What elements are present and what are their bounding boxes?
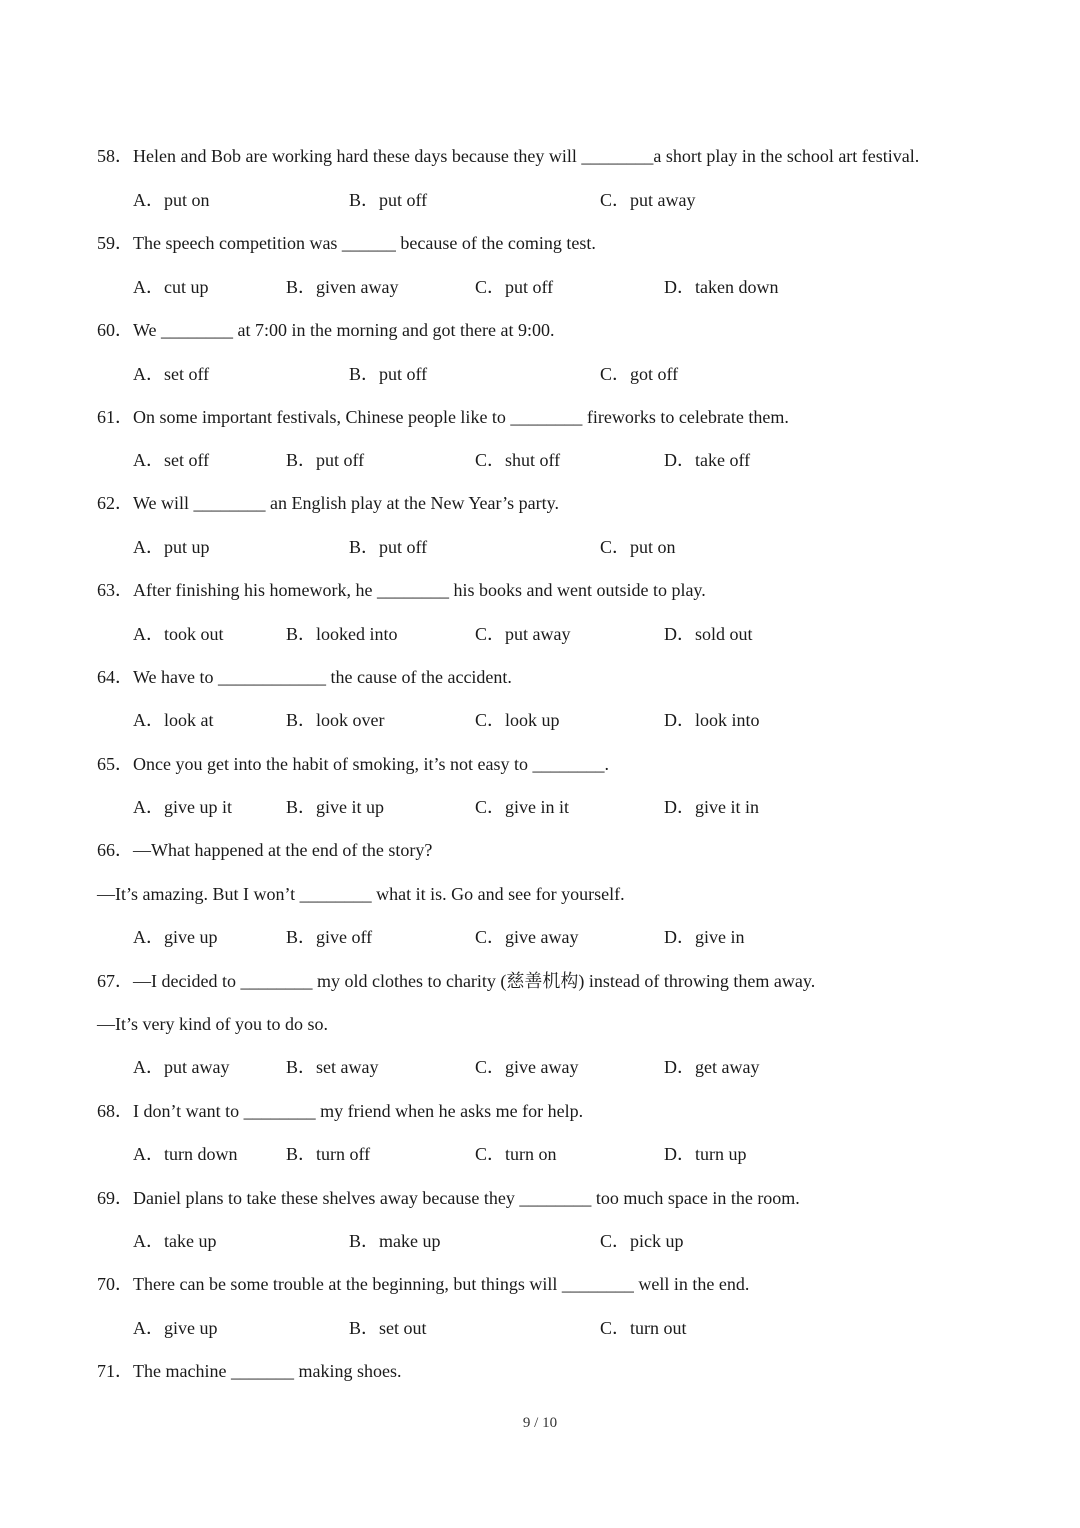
question-64-stem: 64．We have to ____________ the cause of the accident. <box>97 667 512 687</box>
q64-option-b: B．look over <box>286 710 385 730</box>
question-60-stem: 60．We ________ at 7:00 in the morning and got there at 9:00. <box>97 320 555 340</box>
q69-option-a: A．take up <box>133 1231 217 1251</box>
question-58-stem: 58．Helen and Bob are working hard these days because they will ________a short play in the school art festival. <box>97 146 920 166</box>
question-70-stem: 70．There can be some trouble at the beginning, but things will ________ well in the end. <box>97 1274 750 1294</box>
q61-option-d: D．take off <box>664 450 751 470</box>
q61-option-b: B．put off <box>286 450 365 470</box>
q59-option-d: D．taken down <box>664 277 779 297</box>
page-number: 9 / 10 <box>522 1415 558 1431</box>
question-61-stem: 61．On some important festivals, Chinese people like to ________ fireworks to celebrate them. <box>97 407 789 427</box>
q62-option-c: C．put on <box>600 537 676 557</box>
q63-option-b: B．looked into <box>286 624 398 644</box>
q67-option-d: D．get away <box>664 1057 760 1077</box>
q60-option-c: C．got off <box>600 364 679 384</box>
question-66-dialogue: —It’s amazing. But I won’t ________ what it is. Go and see for yourself. <box>97 884 625 904</box>
q69-option-b: B．make up <box>349 1231 441 1251</box>
q67-option-c: C．give away <box>475 1057 579 1077</box>
question-66-stem: 66．—What happened at the end of the story? <box>97 840 433 860</box>
q62-option-a: A．put up <box>133 537 210 557</box>
question-68-stem: 68．I don’t want to ________ my friend when he asks me for help. <box>97 1101 584 1121</box>
q64-option-a: A．look at <box>133 710 214 730</box>
question-63-stem: 63．After finishing his homework, he ________ his books and went outside to play. <box>97 580 706 600</box>
question-69-stem: 69．Daniel plans to take these shelves away because they ________ too much space in the room. <box>97 1188 800 1208</box>
q70-option-b: B．set out <box>349 1318 427 1338</box>
q58-option-a: A．put on <box>133 190 210 210</box>
q65-option-b: B．give it up <box>286 797 384 817</box>
q69-option-c: C．pick up <box>600 1231 684 1251</box>
q65-option-a: A．give up it <box>133 797 232 817</box>
q66-option-a: A．give up <box>133 927 218 947</box>
q64-option-c: C．look up <box>475 710 560 730</box>
q65-option-d: D．give it in <box>664 797 759 817</box>
question-59-stem: 59．The speech competition was ______ because of the coming test. <box>97 233 596 253</box>
q62-option-b: B．put off <box>349 537 428 557</box>
question-67-dialogue: —It’s very kind of you to do so. <box>97 1014 328 1034</box>
q68-option-d: D．turn up <box>664 1144 747 1164</box>
question-65-stem: 65．Once you get into the habit of smoking, it’s not easy to ________. <box>97 754 609 774</box>
q65-option-c: C．give in it <box>475 797 569 817</box>
q58-option-b: B．put off <box>349 190 428 210</box>
q68-option-a: A．turn down <box>133 1144 238 1164</box>
q60-option-a: A．set off <box>133 364 210 384</box>
q63-option-c: C．put away <box>475 624 571 644</box>
q63-option-a: A．took out <box>133 624 224 644</box>
question-62-stem: 62．We will ________ an English play at the New Year’s party. <box>97 493 559 513</box>
q58-option-c: C．put away <box>600 190 696 210</box>
q70-option-a: A．give up <box>133 1318 218 1338</box>
q68-option-b: B．turn off <box>286 1144 371 1164</box>
q66-option-c: C．give away <box>475 927 579 947</box>
q61-option-c: C．shut off <box>475 450 561 470</box>
q64-option-d: D．look into <box>664 710 760 730</box>
q66-option-d: D．give in <box>664 927 745 947</box>
q67-option-a: A．put away <box>133 1057 230 1077</box>
q63-option-d: D．sold out <box>664 624 753 644</box>
question-67-stem: 67．—I decided to ________ my old clothes to charity (慈善机构) instead of throwing them away. <box>97 971 816 991</box>
q60-option-b: B．put off <box>349 364 428 384</box>
q59-option-c: C．put off <box>475 277 554 297</box>
q70-option-c: C．turn out <box>600 1318 687 1338</box>
q67-option-b: B．set away <box>286 1057 379 1077</box>
question-71-stem: 71．The machine _______ making shoes. <box>97 1361 402 1381</box>
q66-option-b: B．give off <box>286 927 373 947</box>
q59-option-a: A．cut up <box>133 277 209 297</box>
q68-option-c: C．turn on <box>475 1144 557 1164</box>
q61-option-a: A．set off <box>133 450 210 470</box>
q59-option-b: B．given away <box>286 277 399 297</box>
